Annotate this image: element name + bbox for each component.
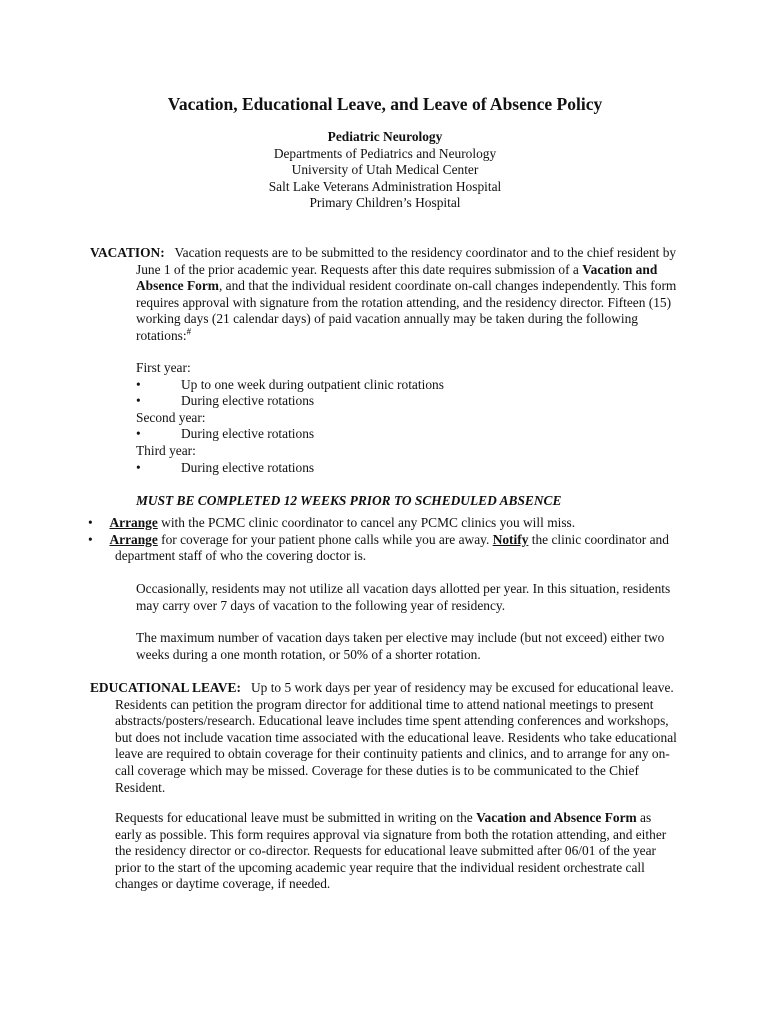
first-year-label: First year: — [136, 360, 191, 375]
header-line: Salt Lake Veterans Administration Hospital — [268, 178, 502, 194]
educational-request-paragraph: Requests for educational leave must be submitted in writing on the Vacation and Absence Form as early as possible. This form requires approval via signature from both the rotation attending, and either the residency director or co-director. Requests for educational leave submitted after 06/01 of the year prior to the start of the upcoming academic year require that the individual resident orchestrate call changes or daytime coverage, if needed. — [115, 810, 667, 892]
bullet: • — [88, 531, 93, 547]
form-name: Vacation and Absence Form — [476, 810, 637, 825]
list-item: • During elective rotations — [136, 459, 315, 475]
bullet: • — [136, 426, 141, 442]
second-year-items — [136, 426, 676, 443]
educational-paragraph: EDUCATIONAL LEAVE: Up to 5 work days per year of residency may be excused for educational leave. Residents can petition the program director for additional time to attend national meetings to present abstracts/posters/research. Educational leave includes time spent attending conferences and workshops, but does not include vacation time associated with the educational leave. Residents who take educational leave are required to obtain coverage for their continuity patients and clinics, and to arrange for any on-call coverage which may be missed. Coverage for these duties is to be communicated to the Chief Resident. — [90, 680, 677, 795]
vacation-paragraph: VACATION: Vacation requests are to be submitted to the residency coordinator and to the chief resident by June 1 of the prior academic year. Requests after this date requires submission of a Vacation and Absence Form, and that the individual resident coordinate on-call changes independently. This form requires approval with signature from the rotation attending, and the residency director. Fifteen (15) working days (21 calendar days) of paid vacation annually may be taken during the following rotations:# — [90, 245, 677, 343]
bullet: • — [136, 393, 141, 409]
list-item: • Arrange with the PCMC clinic coordinator to cancel any PCMC clinics you will miss. — [88, 515, 576, 530]
page-title: Vacation, Educational Leave, and Leave of Absence Policy — [167, 94, 603, 114]
list-item: • Arrange for coverage for your patient phone calls while you are away. Notify the clinic coordinator and department staff of who the covering doctor is. — [88, 531, 669, 564]
department-header — [0, 129, 770, 212]
first-year-items — [136, 377, 676, 410]
educational-section — [90, 680, 682, 796]
educational-heading: EDUCATIONAL LEAVE: — [90, 680, 241, 695]
arrange-keyword: Arrange — [109, 531, 158, 547]
list-item: • During elective rotations — [136, 393, 315, 409]
footnote-mark: # — [186, 326, 192, 337]
second-year-label: Second year: — [136, 409, 206, 425]
header-line: Departments of Pediatrics and Neurology — [273, 145, 497, 161]
header-line: Primary Children’s Hospital — [309, 195, 461, 211]
bullet: • — [136, 376, 141, 392]
list-item: • Up to one week during outpatient clinic rotations — [136, 376, 444, 392]
notify-keyword: Notify — [492, 531, 529, 547]
arrange-list — [88, 515, 688, 565]
maximum-paragraph: The maximum number of vacation days taken per elective may include (but not exceed) either two weeks during a one month rotation, or 50% of a shorter rotation. — [136, 630, 665, 662]
department-name: Pediatric Neurology — [327, 129, 443, 144]
carryover-paragraph: Occasionally, residents may not utilize all vacation days allotted per year. In this situation, residents may carry over 7 days of vacation to the following year of residency. — [136, 581, 671, 613]
list-item: • During elective rotations — [136, 426, 315, 442]
third-year-label: Third year: — [136, 442, 196, 458]
rotation-list — [136, 360, 676, 476]
bullet: • — [136, 459, 141, 475]
third-year-items — [136, 460, 676, 477]
arrange-keyword: Arrange — [109, 515, 158, 530]
vacation-section — [90, 245, 680, 345]
must-complete-notice: MUST BE COMPLETED 12 WEEKS PRIOR TO SCHEDULED ABSENCE — [136, 493, 562, 508]
form-name: Vacation and Absence Form — [136, 261, 658, 294]
bullet: • — [88, 515, 93, 530]
header-line: University of Utah Medical Center — [291, 162, 479, 178]
vacation-heading: VACATION: — [90, 245, 165, 260]
